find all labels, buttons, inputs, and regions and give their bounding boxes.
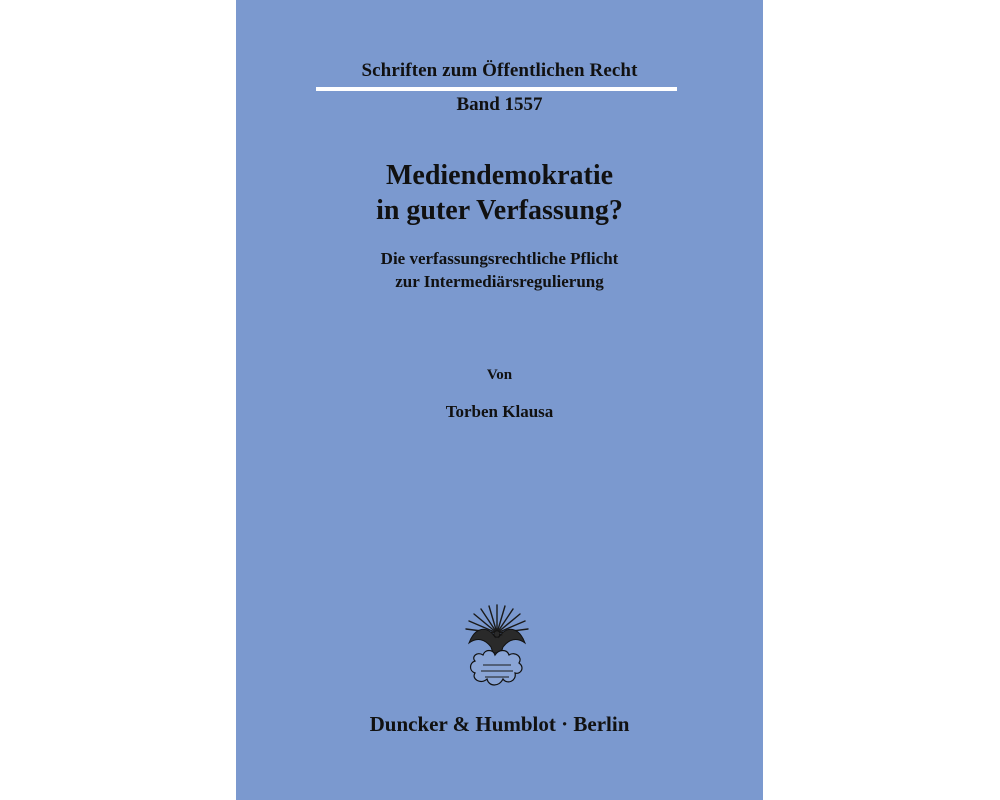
eagle-emblem-icon — [461, 603, 533, 693]
publisher-logo — [461, 603, 533, 693]
book-title — [236, 158, 763, 228]
book-subtitle — [236, 247, 763, 293]
volume-number: Band 1557 — [456, 94, 543, 115]
publisher-imprint: Duncker & Humblot · Berlin — [369, 712, 630, 736]
book-cover — [236, 0, 763, 800]
book-title-line-1: Mediendemokratie — [385, 160, 614, 191]
book-title-line-2: in guter Verfassung? — [376, 195, 623, 226]
author-name: Torben Klausa — [445, 402, 554, 421]
series-title: Schriften zum Öffentlichen Recht — [361, 60, 638, 81]
book-subtitle-line-2: zur Intermediärsregulierung — [395, 272, 604, 291]
byline: Von — [486, 367, 513, 383]
series-divider — [316, 87, 677, 91]
book-subtitle-line-1: Die verfassungsrechtliche Pflicht — [380, 249, 619, 268]
